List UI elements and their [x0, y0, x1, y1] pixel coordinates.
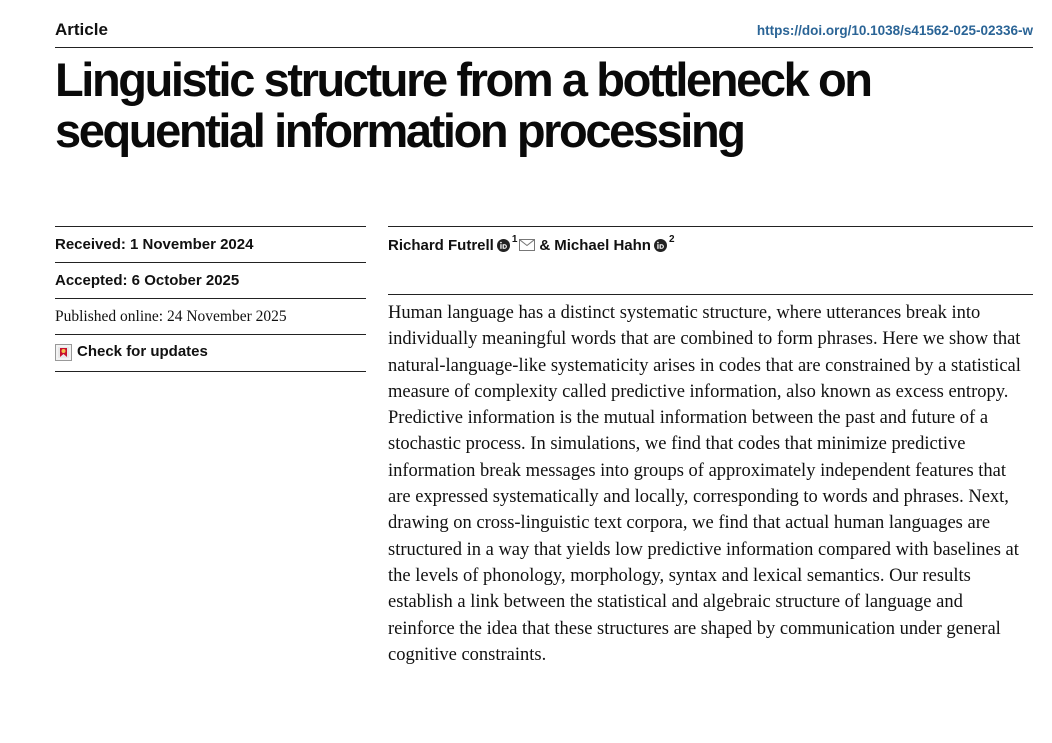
- article-header: [55, 18, 1033, 44]
- affiliation-marker: 2: [668, 233, 675, 245]
- doi-link[interactable]: https://doi.org/10.1038/s41562-025-02336-w: [756, 23, 1033, 38]
- header-divider: [55, 47, 1033, 48]
- accepted-date: Accepted: 6 October 2025: [55, 262, 366, 298]
- published-date: Published online: 24 November 2025: [55, 298, 366, 334]
- received-date: Received: 1 November 2024: [55, 226, 366, 262]
- orcid-icon[interactable]: [654, 239, 667, 252]
- author-list: [388, 235, 1033, 255]
- check-for-updates-label: Check for updates: [77, 343, 208, 360]
- article-type-label: Article: [55, 20, 108, 39]
- author-name[interactable]: Michael Hahn: [554, 236, 651, 254]
- abstract-text: Human language has a distinct systematic structure, where utterances break into individually meaningful words that are combined to form phrases. Here we show that natural-language-like systematicity arises in codes that are constrained by a statistical measure of complexity called predictive information, also known as excess entropy. Predictive information is the mutual information between the past and future of a stochastic process. In simulations, we find that codes that minimize predictive information break messages into groups of approximately independent features that are expressed systematically and locally, corresponding to words and phrases. Next, drawing on cross-linguistic text corpora, we find that actual human languages are structured in a way that yields low predictive information compared with baselines at the levels of phonology, morphology, syntax and lexical semantics. Our results establish a link between the statistical and algebraic structure of language and reinforce the idea that these structures are shaped by communication under general cognitive constraints.: [388, 303, 1021, 665]
- article-dates-panel: [55, 226, 366, 372]
- affiliation-marker: 1: [511, 233, 518, 245]
- check-for-updates-button[interactable]: [55, 334, 366, 372]
- author-separator: &: [539, 236, 551, 254]
- mail-icon[interactable]: [519, 239, 535, 251]
- authors-divider: [388, 226, 1033, 227]
- article-title: Linguistic structure from a bottleneck on sequential information processing: [55, 53, 871, 157]
- orcid-icon[interactable]: [497, 239, 510, 252]
- abstract-divider: [388, 294, 1033, 295]
- author-name[interactable]: Richard Futrell: [388, 236, 494, 254]
- crossmark-icon: [55, 344, 72, 361]
- article-main-column: [388, 226, 1033, 665]
